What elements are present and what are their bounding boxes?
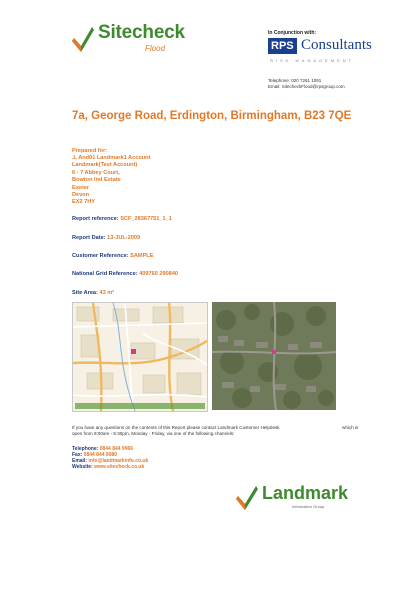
report-date	[72, 235, 140, 241]
rps-badge: RPS	[268, 38, 297, 54]
contact-website	[72, 464, 144, 470]
grid-reference-label: National Grid Reference:	[72, 271, 138, 277]
address-line: 6 - 7 Abbey Court,	[72, 169, 120, 176]
address-block	[72, 155, 150, 207]
site-area-value: 43 m²	[99, 290, 115, 296]
grid-reference	[72, 271, 178, 277]
report-date-value: 13-JUL-2009	[107, 235, 141, 241]
address-line: Bowton Ind Estate	[72, 177, 121, 184]
helpdesk-paragraph-tail: which is	[342, 425, 359, 430]
aerial-map-graphic	[212, 302, 336, 410]
street-map	[72, 302, 208, 412]
conjunction-label: In Conjunction with:	[268, 30, 317, 36]
header-email: Email: SitecheckFlood@rpsgroup.com	[268, 84, 345, 89]
site-area	[72, 290, 114, 296]
address-line: Exeter	[72, 184, 90, 191]
street-map-graphic	[73, 303, 207, 411]
address-line: Landmark(Test Account)	[72, 162, 138, 169]
address-line: .L And01 Landmark1 Account	[72, 155, 151, 161]
address-line: EX2 7HY	[72, 199, 96, 206]
contact-website-link[interactable]: www.sitecheck.co.uk	[94, 464, 145, 470]
landmark-logo	[236, 484, 356, 514]
aerial-map	[212, 302, 336, 410]
helpdesk-hours: open from 9:00am - 5:30pm, Monday - Friday, via one of the following channels:	[72, 431, 235, 436]
customer-reference-value: SAMPLE	[130, 253, 154, 259]
contact-fax-value: 0844 844 9980	[83, 452, 118, 458]
site-area-label: Site Area:	[72, 290, 98, 296]
report-date-label: Report Date:	[72, 235, 106, 241]
customer-reference-label: Customer Reference:	[72, 253, 129, 259]
page-title: 7a, George Road, Erdington, Birmingham, B23 7QE	[72, 110, 352, 122]
landmark-brand-sub: Information Group	[292, 504, 325, 509]
contact-email-link[interactable]: info@landmarkinfo.co.uk	[88, 458, 149, 464]
prepared-for-label: Prepared for:	[72, 148, 108, 154]
sitecheck-brand-name: Sitecheck	[98, 22, 185, 43]
sitecheck-mark-icon	[72, 24, 94, 54]
helpdesk-paragraph: If you have any questions on the contents of this Report please contact Landmark Customer Helpdesk	[72, 425, 280, 430]
report-reference-value: SCF_28367751_1_1	[120, 216, 172, 222]
contact-telephone-label: Telephone:	[72, 446, 99, 452]
landmark-brand-name: Landmark	[262, 483, 349, 503]
report-reference	[72, 216, 172, 222]
sitecheck-brand-sub: Flood	[145, 44, 166, 53]
contact-telephone-value: 0844 844 9966	[99, 446, 134, 452]
report-reference-label: Report reference:	[72, 216, 119, 222]
rps-name: Consultants	[301, 37, 372, 53]
rps-tagline: RISK MANAGEMENT	[270, 58, 355, 63]
header-telephone: Telephone: 020 7261 1091	[268, 78, 322, 83]
customer-reference	[72, 253, 153, 259]
contact-email-label: Email:	[72, 458, 88, 464]
rps-logo	[268, 38, 378, 68]
address-line: Devon	[72, 192, 90, 199]
contact-website-label: Website:	[72, 464, 93, 470]
sitecheck-logo	[72, 22, 202, 62]
grid-reference-value: 409760 290840	[139, 271, 179, 277]
contact-fax-label: Fax:	[72, 452, 83, 458]
landmark-mark-icon	[236, 484, 258, 512]
